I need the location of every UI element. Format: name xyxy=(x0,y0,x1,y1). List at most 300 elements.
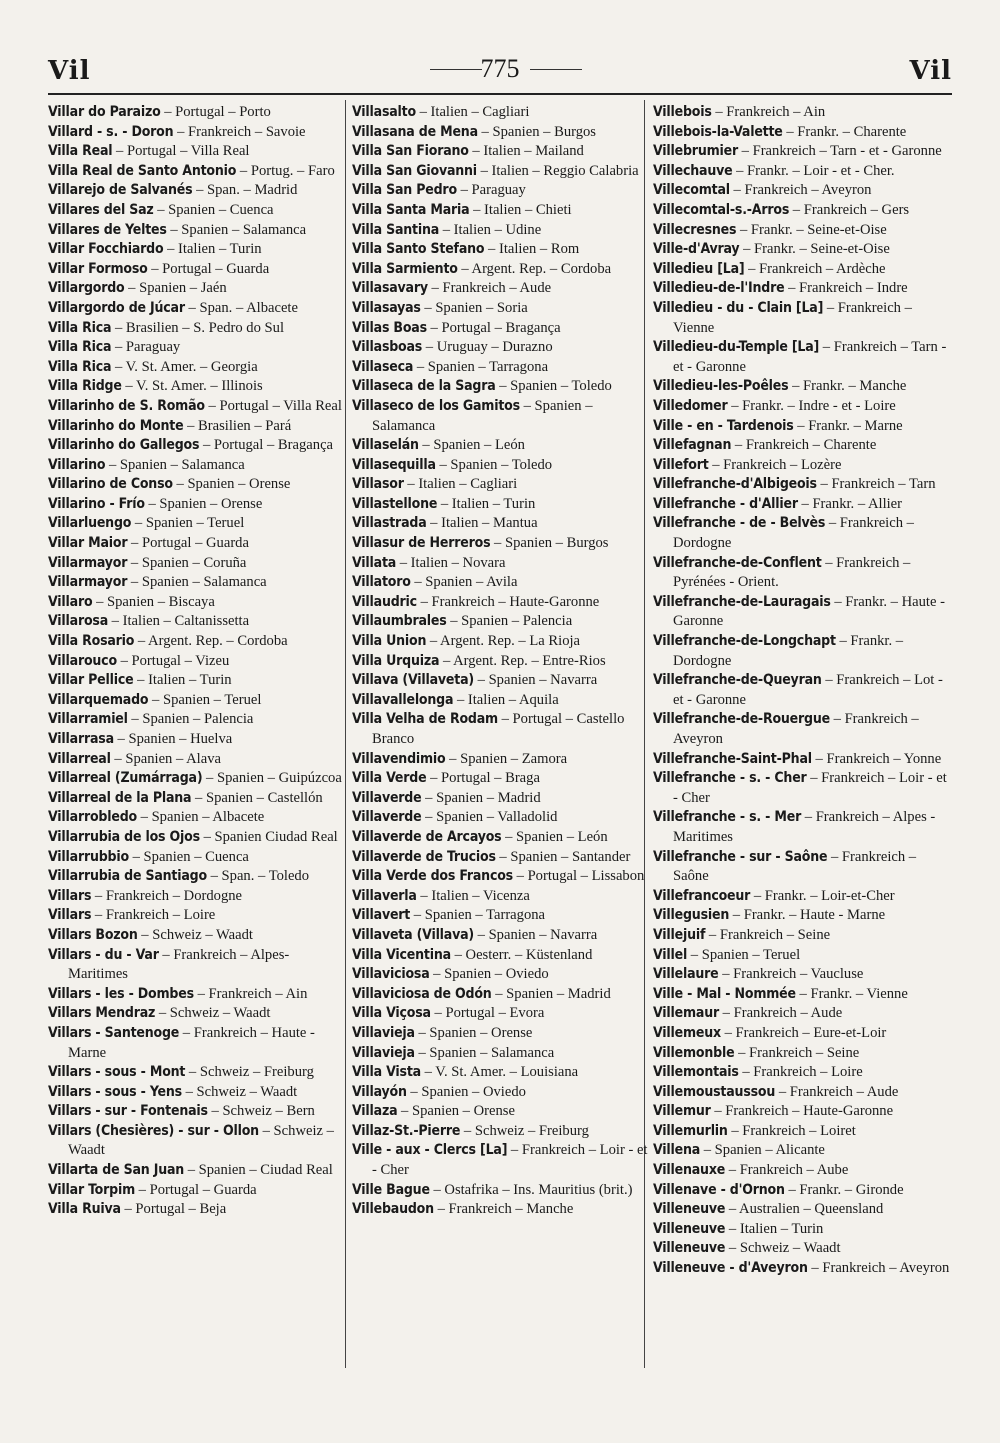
gazetteer-entry xyxy=(653,1102,953,1122)
entry-place-name: Villar Pellice xyxy=(48,672,134,689)
entry-location: – Frankreich – Pyrénées - Orient. xyxy=(673,554,911,591)
entry-location: – Frankreich – Charente xyxy=(734,437,877,454)
entry-location: – Spanien – Alicante xyxy=(703,1142,825,1159)
entry-place-name: Villata xyxy=(352,554,397,571)
gazetteer-entry xyxy=(48,240,344,260)
entry-place-name: Villefranche-de-Conflent xyxy=(653,554,822,571)
entry-place-name: Villa Santa Maria xyxy=(352,201,470,218)
gazetteer-entry xyxy=(48,1024,344,1063)
gazetteer-entry xyxy=(352,926,648,946)
entry-place-name: Villaverde de Arcayos xyxy=(352,828,502,845)
gazetteer-entry xyxy=(48,1200,344,1220)
gazetteer-entry xyxy=(352,103,648,123)
entry-location: – Italien – Turin xyxy=(167,241,262,258)
gazetteer-entry xyxy=(352,1181,648,1201)
gazetteer-entry xyxy=(352,142,648,162)
gazetteer-entry xyxy=(352,612,648,632)
entry-place-name: Villefranche-de-Longchapt xyxy=(653,633,836,650)
gazetteer-entry xyxy=(48,730,344,750)
gazetteer-entry xyxy=(653,279,953,299)
gazetteer-entry xyxy=(653,123,953,143)
entry-place-name: Villavieja xyxy=(352,1044,415,1061)
entry-place-name: Villarrubbio xyxy=(48,848,129,865)
entry-location: – Italien – Vicenza xyxy=(420,887,530,904)
entry-location: – Brasilien – Pará xyxy=(187,417,292,434)
entry-place-name: Villavert xyxy=(352,907,411,924)
gazetteer-entry xyxy=(653,299,953,338)
gazetteer-entry xyxy=(653,1141,953,1161)
entry-location: – Spanien – Orense xyxy=(418,1024,533,1041)
entry-location: – Portugal – Guarda xyxy=(131,535,249,552)
entry-location: – Schweiz – Waadt xyxy=(728,1240,841,1257)
gazetteer-entry xyxy=(352,985,648,1005)
entry-place-name: Villaz-St.-Pierre xyxy=(352,1122,461,1139)
gazetteer-entry xyxy=(653,946,953,966)
gazetteer-entry xyxy=(352,279,648,299)
gazetteer-entry xyxy=(653,240,953,260)
gazetteer-entry xyxy=(48,397,344,417)
entry-place-name: Villeneuve xyxy=(653,1220,726,1237)
entry-location: – Frankr. – Loir - et - Cher. xyxy=(736,162,895,179)
entry-place-name: Villa Velha de Rodam xyxy=(352,711,498,728)
entry-place-name: Villaviciosa de Odón xyxy=(352,985,492,1002)
entry-place-name: Villa Union xyxy=(352,633,427,650)
entry-place-name: Villefranche-de-Rouergue xyxy=(653,711,830,728)
entry-place-name: Villars - sous - Mont xyxy=(48,1064,186,1081)
entry-place-name: Villel xyxy=(653,946,688,963)
gazetteer-entry xyxy=(653,417,953,437)
gazetteer-entry xyxy=(48,671,344,691)
gazetteer-entry xyxy=(653,671,953,710)
entry-location: – Frankr. – Indre - et - Loire xyxy=(731,397,896,414)
gazetteer-entry xyxy=(653,965,953,985)
gazetteer-entry xyxy=(48,181,344,201)
gazetteer-entry xyxy=(352,1024,648,1044)
gazetteer-entry xyxy=(352,593,648,613)
entry-location: – Frankreich – Gers xyxy=(792,201,910,218)
gazetteer-entry xyxy=(653,1122,953,1142)
entry-location: – Frankreich – Vienne xyxy=(673,299,912,336)
entry-location: – Spanien – Guipúzcoa xyxy=(206,770,342,787)
entry-place-name: Villarreal (Zumárraga) xyxy=(48,770,203,787)
entry-place-name: Villaumbrales xyxy=(352,613,447,630)
gazetteer-entry xyxy=(352,573,648,593)
entry-location: – Italien – Turin xyxy=(728,1220,824,1237)
entry-place-name: Villaselán xyxy=(352,437,419,454)
entry-place-name: Ville-d'Avray xyxy=(653,241,740,258)
entry-place-name: Villa Vista xyxy=(352,1064,421,1081)
entry-location: – Frankreich – Saône xyxy=(673,848,917,885)
entry-location: – Italien – Aquila xyxy=(456,691,559,708)
entry-place-name: Villasana de Mena xyxy=(352,123,478,140)
entry-location: – Portugal – Bragança xyxy=(430,319,561,336)
gazetteer-entry xyxy=(352,887,648,907)
gazetteer-entry xyxy=(352,691,648,711)
entry-place-name: Villelaure xyxy=(653,966,719,983)
entry-location: – Spanien – Jaén xyxy=(128,280,227,297)
entry-place-name: Villatoro xyxy=(352,574,411,591)
gazetteer-entry xyxy=(48,1102,344,1122)
gazetteer-entry xyxy=(352,789,648,809)
entry-location: – Frankreich – Indre xyxy=(788,280,908,297)
entry-place-name: Villayón xyxy=(352,1083,407,1100)
gazetteer-entry xyxy=(48,123,344,143)
entry-location: – Italien – Turin xyxy=(440,495,536,512)
entry-location: – Frankreich – Aude xyxy=(778,1083,899,1100)
entry-location: – Spanien – Alava xyxy=(114,750,221,767)
entry-location: – Frankreich – Aude xyxy=(431,280,552,297)
entry-location: – Frankreich – Savoie xyxy=(177,123,306,140)
entry-place-name: Villarrobledo xyxy=(48,809,137,826)
gazetteer-entry xyxy=(48,867,344,887)
entry-location: – Frankreich – Ain xyxy=(715,104,826,120)
gazetteer-entry xyxy=(352,397,648,436)
entry-place-name: Villefrancoeur xyxy=(653,887,751,904)
entry-location: – Spanien – Salamanca xyxy=(108,456,245,473)
gazetteer-entry xyxy=(352,181,648,201)
gazetteer-entry xyxy=(352,338,648,358)
gazetteer-entry xyxy=(352,201,648,221)
entry-location: – Uruguay – Durazno xyxy=(425,339,553,356)
gazetteer-entry xyxy=(352,534,648,554)
gazetteer-entry xyxy=(48,103,344,123)
entry-place-name: Villaviciosa xyxy=(352,966,430,983)
entry-location: – Frankreich – Dordogne xyxy=(673,515,914,552)
entry-place-name: Villefranche - d'Allier xyxy=(653,495,798,512)
gazetteer-entry xyxy=(352,1122,648,1142)
entry-location: – Italien – Udine xyxy=(442,221,542,238)
gazetteer-entry xyxy=(48,1004,344,1024)
entry-place-name: Ville - Mal - Nommée xyxy=(653,985,796,1002)
gazetteer-entry xyxy=(653,142,953,162)
entry-place-name: Villaza xyxy=(352,1103,398,1120)
gazetteer-entry xyxy=(48,1063,344,1083)
gazetteer-entry xyxy=(352,1141,648,1180)
entry-place-name: Villemoustaussou xyxy=(653,1083,776,1100)
gazetteer-entry xyxy=(48,808,344,828)
entry-place-name: Villa Real xyxy=(48,143,113,160)
gazetteer-entry xyxy=(352,848,648,868)
entry-location: – Frankreich – Seine xyxy=(708,926,831,943)
entry-location: – Spanien – Soria xyxy=(424,299,528,316)
entry-place-name: Villa Rica xyxy=(48,358,112,375)
gazetteer-entry xyxy=(653,808,953,847)
entry-place-name: Ville Bague xyxy=(352,1181,430,1198)
entry-location: – Schweiz – Waadt xyxy=(158,1005,271,1022)
running-head-left: Vil xyxy=(48,56,91,86)
entry-location: – Portugal – Vizeu xyxy=(120,652,230,669)
entry-place-name: Villargordo xyxy=(48,280,125,297)
entry-place-name: Villemontais xyxy=(653,1064,739,1081)
gazetteer-entry xyxy=(48,554,344,574)
entry-location: – Schweiz – Freiburg xyxy=(188,1064,314,1081)
entry-location: – Oesterr. – Küstenland xyxy=(454,946,593,963)
entry-location: – Frankr. – Manche xyxy=(792,378,907,395)
entry-place-name: Villefagnan xyxy=(653,437,732,454)
entry-location: – Spanien – Coruña xyxy=(130,554,247,571)
entry-location: – Frankreich – Loir - et - Cher xyxy=(372,1142,648,1179)
gazetteer-entry xyxy=(352,1004,648,1024)
gazetteer-entry xyxy=(352,906,648,926)
entry-place-name: Villard - s. - Doron xyxy=(48,123,174,140)
entry-location: – Span. – Albacete xyxy=(188,299,298,316)
gazetteer-entry xyxy=(653,1220,953,1240)
entry-place-name: Villasur de Herreros xyxy=(352,535,491,552)
entry-location: – Frankr. – Charente xyxy=(786,123,907,140)
entry-location: – Spanien – Huelva xyxy=(117,731,233,747)
entry-location: – Paraguay xyxy=(114,339,181,356)
gazetteer-entry xyxy=(653,397,953,417)
entry-location: – Schweiz – Freiburg xyxy=(463,1122,589,1139)
entry-place-name: Villaro xyxy=(48,593,93,610)
entry-place-name: Villebois xyxy=(653,104,712,120)
entry-place-name: Villebaudon xyxy=(352,1201,434,1218)
gazetteer-entry xyxy=(653,750,953,770)
gazetteer-entry xyxy=(653,1161,953,1181)
entry-place-name: Villars - sous - Yens xyxy=(48,1083,182,1100)
gazetteer-entry xyxy=(352,1083,648,1103)
gazetteer-entry xyxy=(48,887,344,907)
gazetteer-entry xyxy=(48,201,344,221)
entry-place-name: Villars - du - Var xyxy=(48,946,159,963)
entry-place-name: Villebois-la-Valette xyxy=(653,123,783,140)
gazetteer-entry xyxy=(48,260,344,280)
entry-place-name: Villemur xyxy=(653,1103,711,1120)
gazetteer-entry xyxy=(653,436,953,456)
entry-place-name: Villaverde xyxy=(352,809,422,826)
gazetteer-entry xyxy=(352,260,648,280)
entry-place-name: Villar Formoso xyxy=(48,260,148,277)
entry-place-name: Villa Sarmiento xyxy=(352,260,458,277)
entry-place-name: Villenauxe xyxy=(653,1162,726,1179)
gazetteer-entry xyxy=(653,475,953,495)
entry-place-name: Ville - aux - Clercs [La] xyxy=(352,1142,508,1159)
entry-place-name: Villefranche - sur - Saône xyxy=(653,848,828,865)
entry-location: – Portugal – Porto xyxy=(164,104,271,120)
gazetteer-entry xyxy=(48,789,344,809)
gazetteer-entry xyxy=(48,946,344,985)
gazetteer-entry xyxy=(48,142,344,162)
gazetteer-entry xyxy=(352,1063,648,1083)
gazetteer-entry xyxy=(48,358,344,378)
entry-place-name: Villarquemado xyxy=(48,691,149,708)
gazetteer-entry xyxy=(653,456,953,476)
entry-place-name: Villastrada xyxy=(352,515,427,532)
gazetteer-entry xyxy=(352,769,648,789)
entry-location: – Frankreich – Ain xyxy=(197,985,308,1002)
entry-place-name: Villemeux xyxy=(653,1024,721,1041)
entry-place-name: Villefranche-de-Queyran xyxy=(653,672,822,689)
entry-location: – Portugal – Bragança xyxy=(202,437,334,454)
entry-place-name: Villarinho de S. Romão xyxy=(48,397,205,414)
entry-place-name: Villa Rica xyxy=(48,319,112,336)
entry-place-name: Villa Santina xyxy=(352,221,440,238)
entry-place-name: Villar Torpim xyxy=(48,1181,135,1198)
gazetteer-entry xyxy=(48,750,344,770)
gazetteer-entry xyxy=(653,848,953,887)
gazetteer-entry xyxy=(653,221,953,241)
entry-location: – Spanien – Teruel xyxy=(134,515,245,532)
entry-place-name: Villar Maior xyxy=(48,535,128,552)
entry-location: – Schweiz – Waadt xyxy=(141,926,253,943)
page-header xyxy=(48,52,952,88)
gazetteer-entry xyxy=(653,593,953,632)
entry-place-name: Villa Rosario xyxy=(48,633,135,650)
entry-location: – Spanien – Toledo xyxy=(439,456,553,473)
entry-location: – Italien – Chieti xyxy=(473,201,572,218)
gazetteer-column-1 xyxy=(48,103,344,1220)
entry-place-name: Villars xyxy=(48,907,92,924)
entry-location: – Frankreich – Aube xyxy=(728,1162,849,1179)
entry-location: – V. St. Amer. – Louisiana xyxy=(424,1064,579,1081)
entry-place-name: Villedieu [La] xyxy=(653,260,745,277)
gazetteer-entry xyxy=(653,554,953,593)
gazetteer-entry xyxy=(653,162,953,182)
entry-place-name: Villefranche-d'Albigeois xyxy=(653,476,817,493)
entry-location: – Spanien – Burgos xyxy=(494,535,609,552)
entry-location: – Argent. Rep. – Cordoba xyxy=(461,260,612,277)
entry-location: – Spanien – Albacete xyxy=(140,809,265,826)
entry-place-name: Villa Santo Stefano xyxy=(352,241,485,258)
gazetteer-entry xyxy=(653,1181,953,1201)
entry-location: – Frankr. – Allier xyxy=(801,495,903,512)
gazetteer-entry xyxy=(352,436,648,456)
gazetteer-entry xyxy=(48,769,344,789)
entry-location: – Frankreich – Tarn xyxy=(820,476,936,493)
gazetteer-entry xyxy=(352,456,648,476)
entry-location: – Frankreich – Seine xyxy=(738,1044,860,1061)
entry-location: – Frankreich – Aveyron xyxy=(811,1260,950,1277)
gazetteer-entry xyxy=(352,299,648,319)
gazetteer-entry xyxy=(48,573,344,593)
gazetteer-entry xyxy=(653,181,953,201)
entry-location: – V. St. Amer. – Illinois xyxy=(125,378,263,395)
gazetteer-entry xyxy=(48,436,344,456)
entry-place-name: Villefranche - s. - Mer xyxy=(653,809,802,826)
entry-place-name: Villares del Saz xyxy=(48,201,154,218)
gazetteer-entry xyxy=(352,808,648,828)
entry-location: – Spanien – Salamanca xyxy=(418,1044,555,1061)
gazetteer-entry xyxy=(352,867,648,887)
gazetteer-entry xyxy=(653,1004,953,1024)
gazetteer-entry xyxy=(352,319,648,339)
entry-location: – Frankreich – Loire xyxy=(742,1064,863,1081)
entry-place-name: Villarrasa xyxy=(48,731,114,747)
entry-place-name: Villaveta (Villava) xyxy=(352,926,474,943)
gazetteer-entry xyxy=(48,906,344,926)
entry-location: – Frankreich – Haute - Marne xyxy=(68,1024,315,1061)
entry-location: – Frankreich – Haute-Garonne xyxy=(420,593,600,610)
entry-place-name: Villefort xyxy=(653,456,709,473)
entry-location: – Italien – Reggio Calabria xyxy=(480,162,639,179)
entry-place-name: Villa Real de Santo Antonio xyxy=(48,162,237,179)
entry-location: – Spanien – Salamanca xyxy=(372,397,593,434)
entry-place-name: Villarmayor xyxy=(48,554,128,571)
entry-place-name: Villemonble xyxy=(653,1044,735,1061)
entry-location: – Spanien – Palencia xyxy=(131,711,254,728)
entry-location: – Frankreich – Aveyron xyxy=(673,711,919,747)
entry-place-name: Villasalto xyxy=(352,104,416,120)
entry-location: – Frankreich – Loir - et - Cher xyxy=(673,770,947,806)
entry-place-name: Villedieu-les-Poêles xyxy=(653,378,789,395)
gazetteer-entry xyxy=(352,632,648,652)
gazetteer-entry xyxy=(48,710,344,730)
gazetteer-entry xyxy=(653,1024,953,1044)
entry-place-name: Villecresnes xyxy=(653,221,737,238)
entry-location: – Frankreich – Dordogne xyxy=(94,887,243,904)
gazetteer-entry xyxy=(48,319,344,339)
entry-place-name: Villarrubia de los Ojos xyxy=(48,828,200,845)
entry-location: – Frankreich – Vaucluse xyxy=(722,966,864,983)
entry-location: – Frankreich – Tarn - et - Garonne xyxy=(673,339,947,375)
gazetteer-entry xyxy=(352,162,648,182)
gazetteer-entry xyxy=(653,985,953,1005)
page-number: 775 xyxy=(480,54,520,83)
entry-location: – Portugal – Villa Real xyxy=(208,397,342,414)
entry-place-name: Villars - Santenoge xyxy=(48,1024,180,1041)
entry-location: – Portugal – Guarda xyxy=(138,1181,257,1198)
gazetteer-entry xyxy=(653,710,953,749)
header-dash-right xyxy=(530,69,582,70)
gazetteer-entry xyxy=(653,887,953,907)
entry-place-name: Villa Viçosa xyxy=(352,1005,431,1022)
entry-location: – Portug. – Faro xyxy=(239,162,335,179)
entry-location: – Frankr. – Loir-et-Cher xyxy=(753,887,895,904)
entry-location: – Spanien – Castellón xyxy=(195,789,323,806)
entry-location: – Frankr. – Vienne xyxy=(799,985,908,1002)
gazetteer-entry xyxy=(48,926,344,946)
entry-location: – Spanien – Tarragona xyxy=(416,358,549,375)
gazetteer-entry xyxy=(352,710,648,749)
entry-place-name: Villedomer xyxy=(653,397,728,414)
gazetteer-entry xyxy=(352,671,648,691)
running-head-right: Vil xyxy=(909,56,952,86)
entry-location: – Spanien Ciudad Real xyxy=(203,828,338,845)
gazetteer-entry xyxy=(48,456,344,476)
entry-location: – Frankreich – Loire xyxy=(94,907,216,924)
entry-location: – Spanien – Valladolid xyxy=(425,809,558,826)
gazetteer-entry xyxy=(48,475,344,495)
entry-location: – Spanien – Teruel xyxy=(152,691,262,708)
entry-place-name: Villarejo de Salvanés xyxy=(48,182,193,199)
gazetteer-entry xyxy=(48,377,344,397)
entry-location: – Frankr. – Haute - Garonne xyxy=(673,593,945,630)
entry-place-name: Villecomtal-s.-Arros xyxy=(653,201,790,218)
entry-place-name: Villedieu-du-Temple [La] xyxy=(653,339,820,356)
gazetteer-entry xyxy=(653,632,953,671)
entry-location: – Italien – Cagliari xyxy=(419,104,530,120)
entry-location: – Spanien – Biscaya xyxy=(96,593,215,610)
entry-place-name: Villejuif xyxy=(653,926,706,943)
entry-location: – Portugal – Villa Real xyxy=(116,143,250,160)
entry-place-name: Villarramiel xyxy=(48,711,128,728)
gazetteer-entry xyxy=(653,201,953,221)
entry-place-name: Villeneuve xyxy=(653,1201,726,1218)
entry-place-name: Villemaur xyxy=(653,1005,719,1022)
gazetteer-column-2 xyxy=(352,103,648,1220)
entry-place-name: Villars - sur - Fontenais xyxy=(48,1103,208,1120)
entry-location: – Italien – Rom xyxy=(488,241,580,258)
entry-location: – Italien – Mailand xyxy=(472,143,584,160)
entry-location: – Argent. Rep. – La Rioja xyxy=(429,633,581,650)
entry-place-name: Villavendimio xyxy=(352,750,446,767)
gazetteer-entry xyxy=(48,632,344,652)
gazetteer-entry xyxy=(653,1239,953,1259)
entry-place-name: Villa San Giovanni xyxy=(352,162,477,179)
entry-place-name: Ville - en - Tardenois xyxy=(653,417,794,434)
gazetteer-entry xyxy=(653,1259,953,1279)
entry-place-name: Villars - les - Dombes xyxy=(48,985,194,1002)
